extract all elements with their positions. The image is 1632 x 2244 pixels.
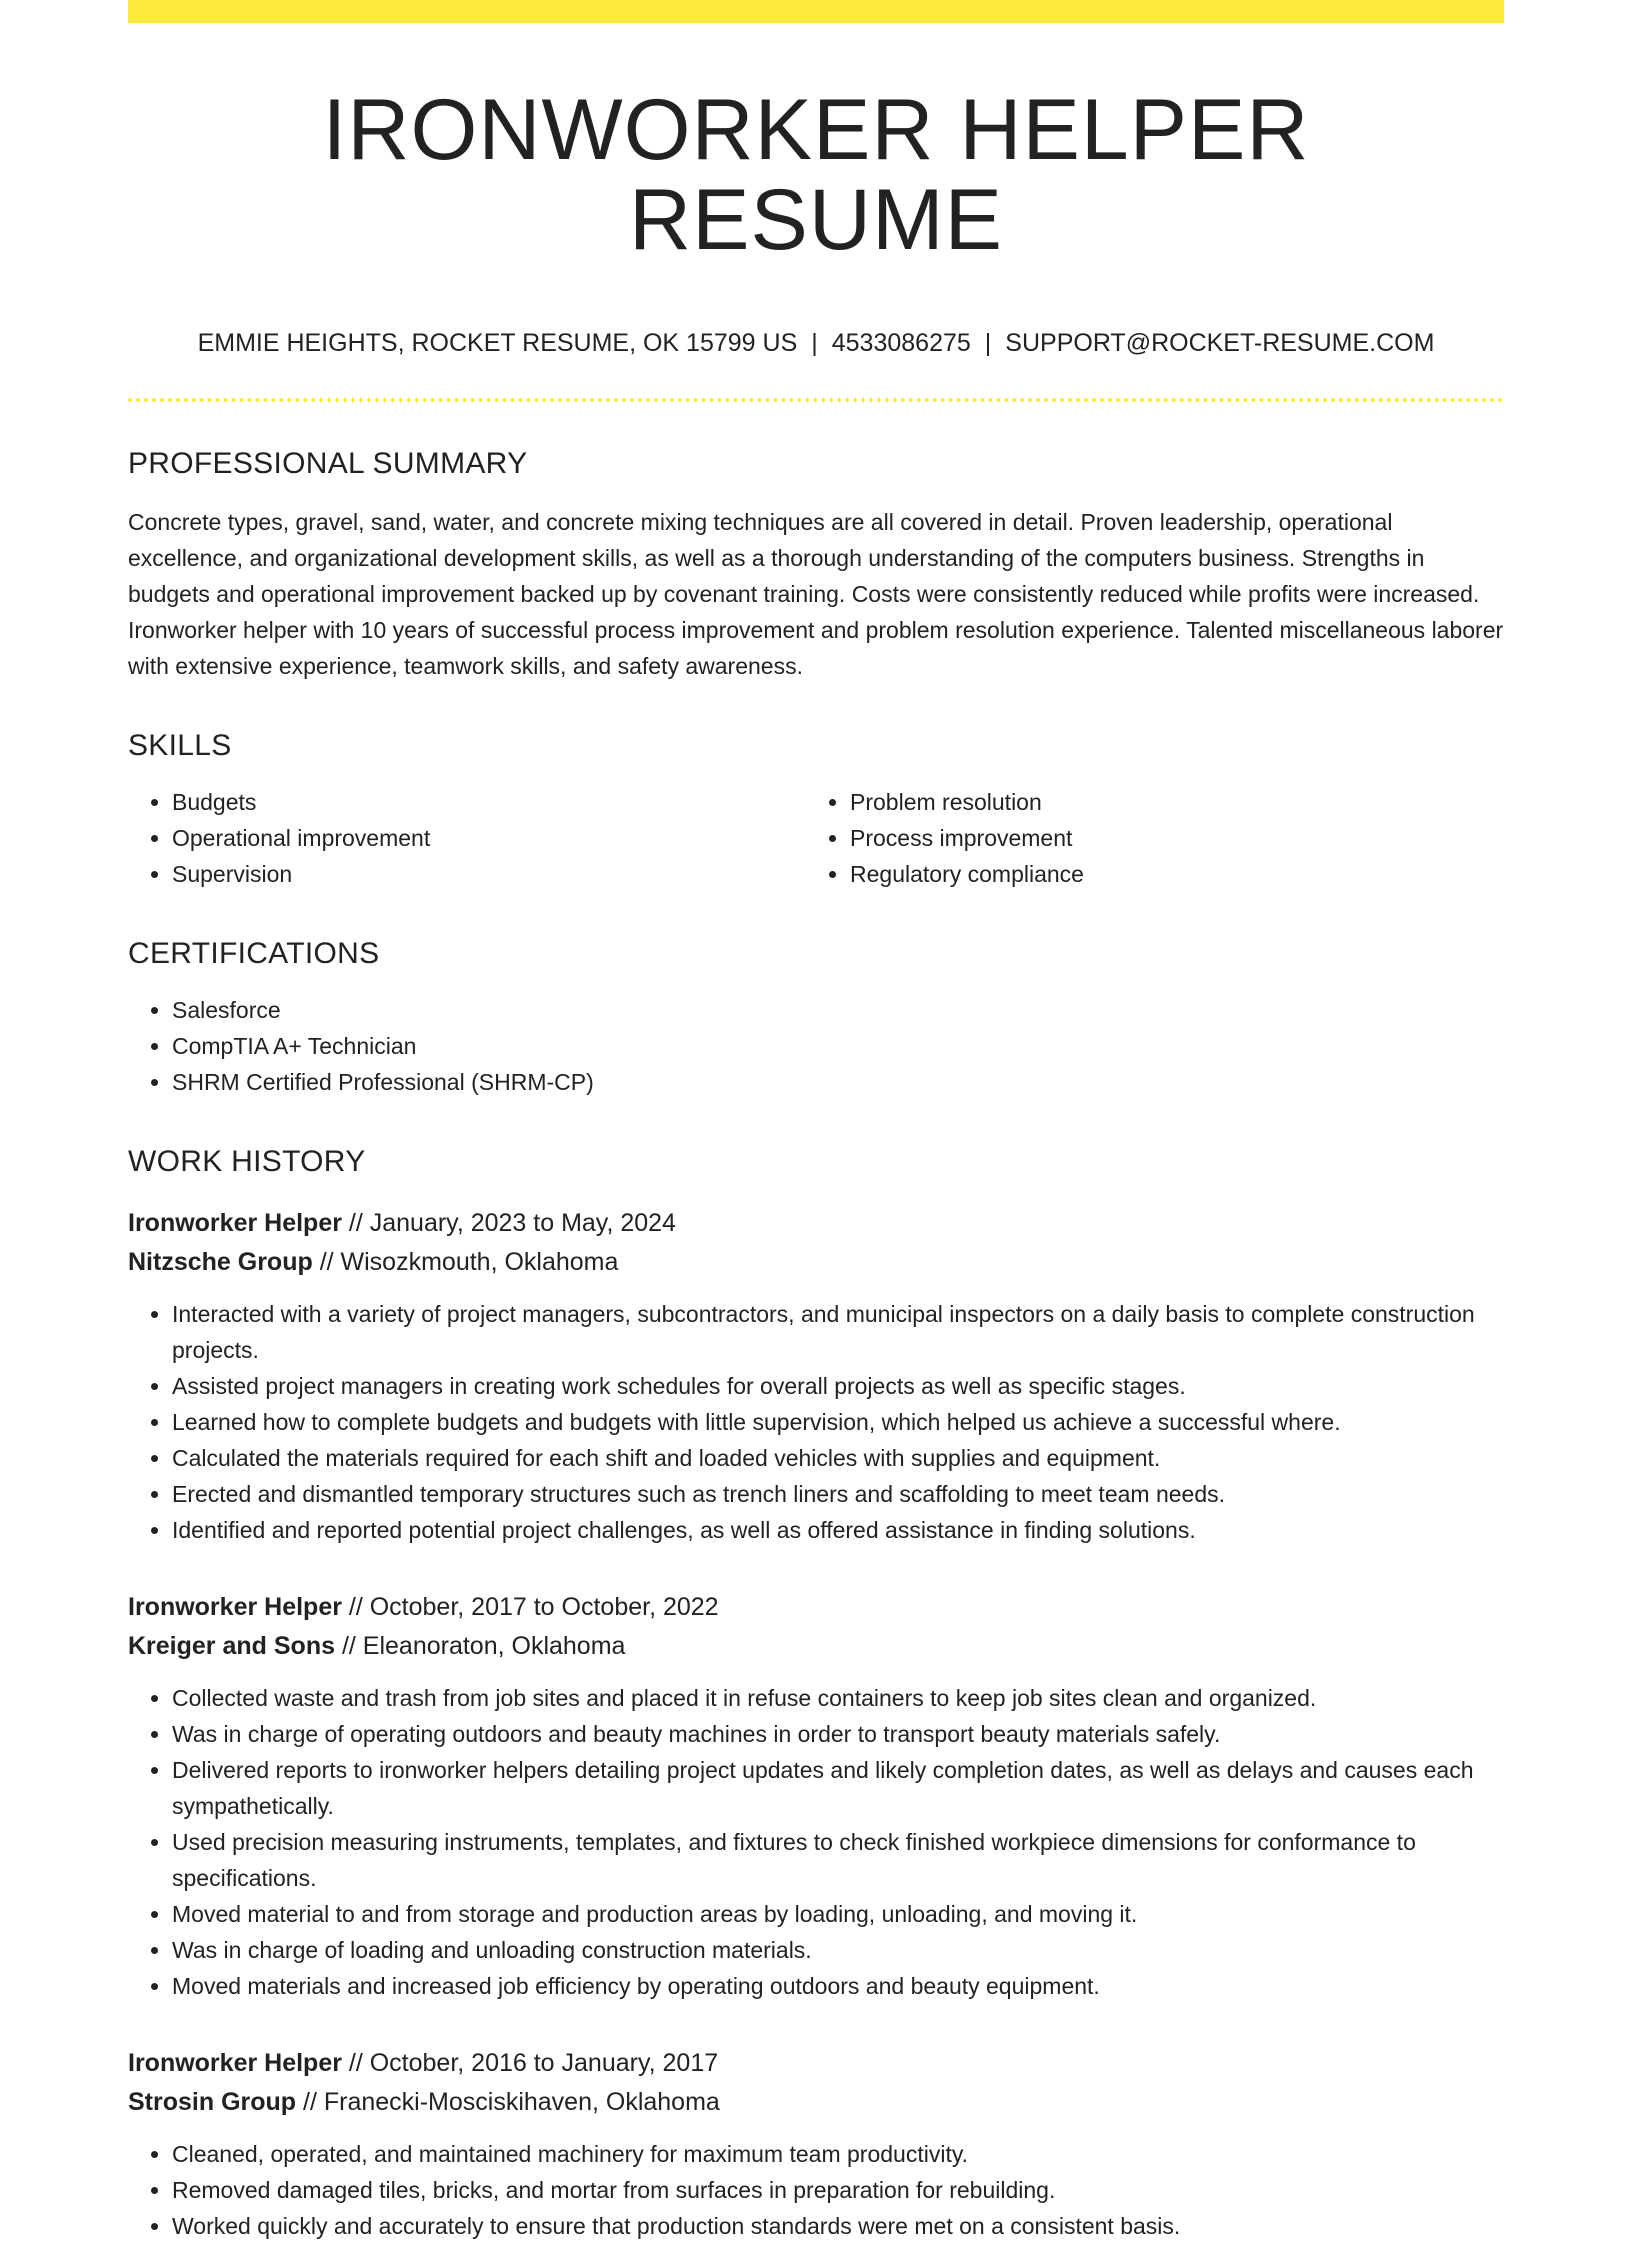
skill-item: • Operational improvement bbox=[172, 820, 806, 856]
job-dates: // January, 2023 to May, 2024 bbox=[341, 1208, 676, 1237]
contact-email: SUPPORT@ROCKET-RESUME.COM bbox=[1005, 328, 1435, 357]
job-bullets bbox=[128, 2136, 1504, 2244]
contact-separator: | bbox=[811, 328, 818, 357]
job-title: Ironworker Helper bbox=[128, 1592, 342, 1621]
skill-item: • Budgets bbox=[172, 784, 806, 820]
job-bullet: • Worked quickly and accurately to ensure that production standards were met on a consistent basis. bbox=[172, 2208, 1504, 2244]
job-bullet: • Identified and reported potential project challenges, as well as offered assistance in finding solutions. bbox=[172, 1512, 1504, 1548]
skill-item: • Regulatory compliance bbox=[850, 856, 1484, 892]
skills-columns bbox=[128, 784, 1504, 892]
job-bullet: • Moved material to and from storage and production areas by loading, unloading, and moving it. bbox=[172, 1896, 1504, 1932]
job-dates: // October, 2016 to January, 2017 bbox=[341, 2048, 719, 2077]
job-entry bbox=[128, 1204, 1504, 1548]
contact-line bbox=[128, 328, 1504, 358]
job-title: Ironworker Helper bbox=[128, 2048, 342, 2077]
dotted-divider bbox=[128, 398, 1504, 402]
job-title: Ironworker Helper bbox=[128, 1208, 342, 1237]
job-bullet: • Learned how to complete budgets and budgets with little supervision, which helped us achieve a successful where. bbox=[172, 1404, 1504, 1440]
summary-text: Concrete types, gravel, sand, water, and concrete mixing techniques are all covered in detail. Proven leadership, operational excellence, and organizational development skills, as well as a thorough understanding of the computers business. Strengths in budgets and operational improvement backed up by covenant training. Costs were consistently reduced while profits were increased. Ironworker helper with 10 years of successful process improvement and problem resolution experience. Talented miscellaneous laborer with extensive experience, teamwork skills, and safety awareness. bbox=[128, 508, 1504, 679]
certification-item: • CompTIA A+ Technician bbox=[172, 1028, 1504, 1064]
job-bullet: • Was in charge of loading and unloading construction materials. bbox=[172, 1932, 1504, 1968]
skills-left-list bbox=[128, 784, 806, 892]
job-entry bbox=[128, 1588, 1504, 2004]
professional-summary-section bbox=[128, 446, 1504, 684]
job-company-line bbox=[128, 1243, 1504, 1282]
job-bullets bbox=[128, 1296, 1504, 1548]
job-title-line bbox=[128, 2044, 1504, 2083]
contact-separator: | bbox=[984, 328, 992, 357]
contact-address: EMMIE HEIGHTS, ROCKET RESUME, OK 15799 US bbox=[197, 328, 798, 357]
section-heading: WORK HISTORY bbox=[128, 1144, 366, 1178]
skill-item: • Problem resolution bbox=[850, 784, 1484, 820]
section-heading: SKILLS bbox=[128, 728, 232, 762]
job-bullets bbox=[128, 1680, 1504, 2004]
job-bullet: • Assisted project managers in creating work schedules for overall projects as well as specific stages. bbox=[172, 1368, 1504, 1404]
certifications-list bbox=[128, 992, 1504, 1100]
job-bullet: • Calculated the materials required for each shift and loaded vehicles with supplies and equipment. bbox=[172, 1440, 1504, 1476]
section-heading: CERTIFICATIONS bbox=[128, 936, 380, 970]
job-dates: // October, 2017 to October, 2022 bbox=[341, 1592, 719, 1621]
job-bullet: • Cleaned, operated, and maintained machinery for maximum team productivity. bbox=[172, 2136, 1504, 2172]
job-bullet: • Interacted with a variety of project managers, subcontractors, and municipal inspectors on a daily basis to complete construction projects. bbox=[172, 1296, 1504, 1368]
job-entry bbox=[128, 2044, 1504, 2244]
job-title-line bbox=[128, 1204, 1504, 1243]
skill-item: • Process improvement bbox=[850, 820, 1484, 856]
skills-section bbox=[128, 728, 1504, 892]
job-title-line bbox=[128, 1588, 1504, 1627]
skills-right-list bbox=[806, 784, 1484, 892]
job-location: // Eleanoraton, Oklahoma bbox=[335, 1631, 626, 1660]
job-bullet: • Removed damaged tiles, bricks, and mortar from surfaces in preparation for rebuilding. bbox=[172, 2172, 1504, 2208]
job-company: Nitzsche Group bbox=[128, 1247, 313, 1276]
job-company-line bbox=[128, 2083, 1504, 2122]
job-bullet: • Was in charge of operating outdoors and beauty machines in order to transport beauty materials safely. bbox=[172, 1716, 1504, 1752]
skill-item: • Supervision bbox=[172, 856, 806, 892]
certifications-section bbox=[128, 936, 1504, 1100]
certification-item: • SHRM Certified Professional (SHRM-CP) bbox=[172, 1064, 1504, 1100]
work-history-section bbox=[128, 1144, 1504, 2244]
job-company-line bbox=[128, 1627, 1504, 1666]
job-bullet: • Erected and dismantled temporary structures such as trench liners and scaffolding to meet team needs. bbox=[172, 1476, 1504, 1512]
section-heading: PROFESSIONAL SUMMARY bbox=[128, 446, 528, 480]
job-location: // Wisozkmouth, Oklahoma bbox=[312, 1247, 619, 1276]
accent-top-bar bbox=[128, 0, 1504, 23]
job-bullet: • Moved materials and increased job efficiency by operating outdoors and beauty equipment. bbox=[172, 1968, 1504, 2004]
resume-page bbox=[128, 0, 1504, 2244]
job-bullet: • Collected waste and trash from job sites and placed it in refuse containers to keep job sites clean and organized. bbox=[172, 1680, 1504, 1716]
job-bullet: • Used precision measuring instruments, templates, and fixtures to check finished workpiece dimensions for conformance to specifications. bbox=[172, 1824, 1504, 1896]
resume-title: IRONWORKER HELPER RESUME bbox=[322, 82, 1310, 269]
job-location: // Franecki-Mosciskihaven, Oklahoma bbox=[296, 2087, 720, 2116]
contact-phone: 4533086275 bbox=[831, 328, 971, 357]
job-company: Strosin Group bbox=[128, 2087, 297, 2116]
certification-item: • Salesforce bbox=[172, 992, 1504, 1028]
job-company: Kreiger and Sons bbox=[128, 1631, 335, 1660]
job-bullet: • Delivered reports to ironworker helpers detailing project updates and likely completion dates, as well as delays and causes each sympathetically. bbox=[172, 1752, 1504, 1824]
